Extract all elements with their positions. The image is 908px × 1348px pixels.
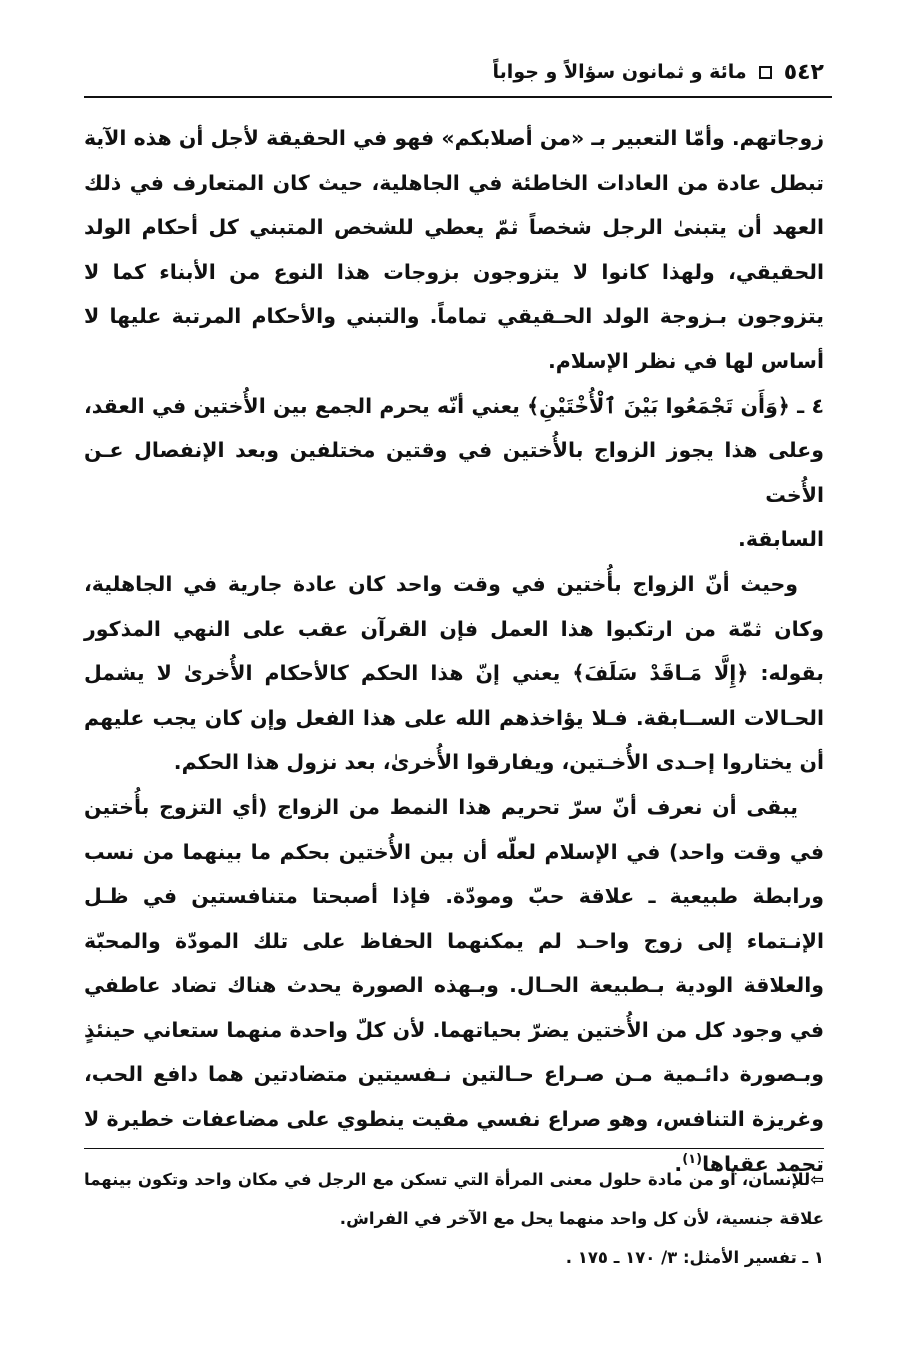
header-divider [84,96,832,98]
page-header [84,52,824,92]
item-4-number: ٤ ـ [797,393,824,418]
footnotes [84,1160,824,1277]
paragraph-3 [84,562,824,785]
paragraph-4 [84,785,824,1186]
item-4-text: يعني أنّه يحرم الجمع بين الأُختين في العقد، وعلى هذا يجوز الزواج بالأُختين في وقتين مختلفين وبعد الإنفصال عـن الأُخت [84,393,824,507]
footnote-divider [84,1148,824,1149]
paragraph-4-period: . [674,1151,683,1176]
footnote-1: ١ ـ تفسير الأمثل: ٣/ ١٧٠ ـ ١٧٥ . [565,1248,824,1267]
paragraph-3-start: وحيث أنّ الزواج بأُختين في وقت واحد كان عادة جارية في الجاهلية، وكان ثمّة من ارتكبوا هذا العمل فإن القرآن عقب على النهي المذكور بقوله: [84,571,824,686]
quran-quote-2: ﴿إِلَّا مَـاقَدْ سَلَفَ﴾ [572,661,749,686]
paragraph-3-end: يعني إنّ هذا الحكم كالأحكام الأُخرىٰ لا يشمل الحـالات الســابقة. فـلا يؤاخذهم الله على هذا الفعل وإن كان يجب عليهم أن يختاروا إحـدى الأُخـتين، ويفارقوا الأُخرىٰ، بعد نزول هذا الحكم. [84,661,824,775]
quran-quote-1: ﴿وَأَن تَجْمَعُوا بَيْنَ ٱلْأُخْتَيْنِ﴾ [527,393,790,418]
paragraph-item-4 [84,384,824,518]
paragraph-item-4-end: السابقة. [738,527,824,552]
main-text [84,116,824,1186]
paragraph-1: زوجاتهم. وأمّا التعبير بـ «من أصلابكم» فهو في الحقيقة لأجل أن هذه الآية تبطل عادة من العادات الخاطئة في الجاهلية، حيث كان المتعارف في ذلك العهد أن يتبنىٰ الرجل شخصاً ثمّ يعطي للشخص المتبني كل أحكام الولد الحقيقي، ولهذا كانوا لا يتزوجون بزوجات هذا النوع من الأبناء كما لا يتزوجون بـزوجة الولد الحـقيقي تماماً. والتبني والأحكام المرتبة عليها لا أساس لها في نظر الإسلام. [84,126,824,373]
footnote-continuation: ⇦للإنسان، أو من مادة حلول معنى المرأة التي تسكن مع الرجل في مكان واحد وتكون بينهما علاقة جنسية، لأن كل واحد منهما يحل مع الآخر في الفراش. [84,1170,824,1228]
footnote-ref-1: (١) [682,1151,703,1167]
page-number: ٥٤٢ [783,59,824,85]
square-separator-icon [759,66,772,79]
paragraph-4-text: يبقى أن نعرف أنّ سرّ تحريم هذا النمط من الزواج (أي التزوج بأُختين في وقت واحد) في الإسلام لعلّه أن بين الأُختين بحكم ما بينهما من نسب ورابطة طبيعية ـ علاقة حبّ ومودّة. فإذا أصبحتا متنافستين في ظـل الإنـتماء إلى زوج واحـد لم يمكنهما الحفاظ على تلك المودّة والمحبّة والعلاقة الودية بـطبيعة الحـال. وبـهذه الصورة يحدث هناك تضاد عاطفي في وجود كل من الأُختين يضرّ بحياتهما. لأن كلّ واحدة منهما ستعاني حينئذٍ وبـصورة دائـمية مـن صـراع حـالتين نـفسيتين متضادتين هما دافع الحب، وغريزة التنافس، وهو صراع نفسي مقيت ينطوي على مضاعفات خطيرة لا تحمد عقباها [84,794,824,1176]
book-page [84,40,824,1330]
book-title: مائة و ثمانون سؤالاً و جواباً [492,61,747,83]
